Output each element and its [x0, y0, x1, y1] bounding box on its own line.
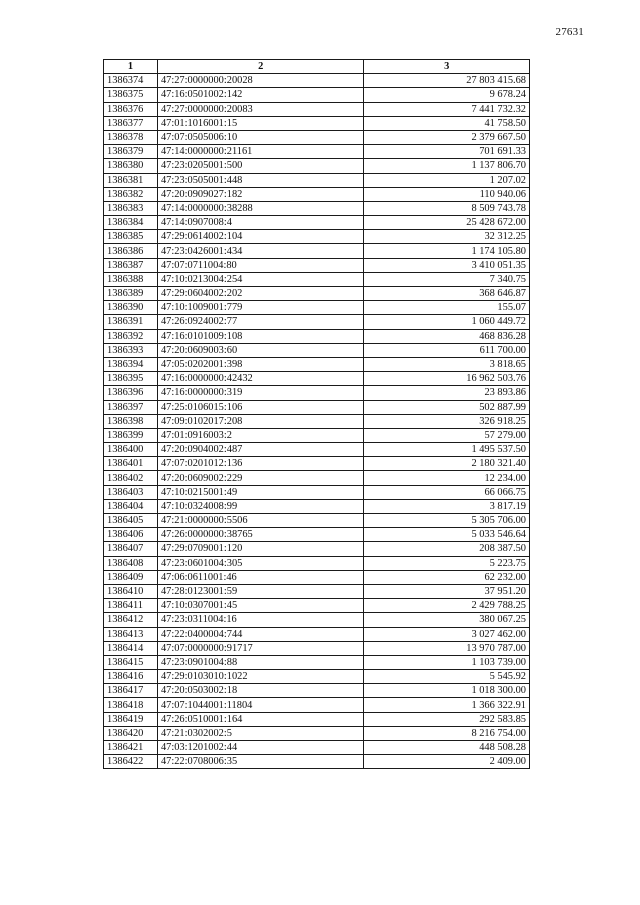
row-number-cell: 1386392 — [104, 329, 158, 343]
cadastral-number-cell: 47:01:1016001:15 — [157, 116, 364, 130]
row-number-cell: 1386418 — [104, 698, 158, 712]
value-cell: 701 691.33 — [364, 145, 530, 159]
row-number-cell: 1386403 — [104, 485, 158, 499]
table-row — [104, 102, 530, 116]
table-row — [104, 741, 530, 755]
table-row — [104, 244, 530, 258]
cadastral-number-cell: 47:23:0901004:88 — [157, 655, 364, 669]
value-cell: 1 060 449.72 — [364, 315, 530, 329]
row-number-cell: 1386380 — [104, 159, 158, 173]
row-number-cell: 1386402 — [104, 471, 158, 485]
value-cell: 5 545.92 — [364, 670, 530, 684]
cadastral-number-cell: 47:29:0709001:120 — [157, 542, 364, 556]
table-row — [104, 528, 530, 542]
cadastral-number-cell: 47:21:0302002:5 — [157, 726, 364, 740]
value-cell: 25 428 672.00 — [364, 216, 530, 230]
value-cell: 27 803 415.68 — [364, 74, 530, 88]
row-number-cell: 1386388 — [104, 272, 158, 286]
row-number-cell: 1386405 — [104, 514, 158, 528]
table-row — [104, 712, 530, 726]
table-row — [104, 485, 530, 499]
row-number-cell: 1386409 — [104, 570, 158, 584]
row-number-cell: 1386406 — [104, 528, 158, 542]
row-number-cell: 1386390 — [104, 301, 158, 315]
table-row — [104, 684, 530, 698]
value-cell: 7 441 732.32 — [364, 102, 530, 116]
table-row — [104, 216, 530, 230]
value-cell: 8 509 743.78 — [364, 201, 530, 215]
row-number-cell: 1386422 — [104, 755, 158, 769]
row-number-cell: 1386389 — [104, 287, 158, 301]
table-row — [104, 698, 530, 712]
table-row — [104, 173, 530, 187]
value-cell: 3 027 462.00 — [364, 627, 530, 641]
row-number-cell: 1386400 — [104, 443, 158, 457]
table-row — [104, 627, 530, 641]
table-row — [104, 301, 530, 315]
table-row — [104, 428, 530, 442]
table-row — [104, 329, 530, 343]
cadastral-number-cell: 47:23:0205001:500 — [157, 159, 364, 173]
table-body — [104, 74, 530, 769]
row-number-cell: 1386412 — [104, 613, 158, 627]
cadastral-number-cell: 47:28:0123001:59 — [157, 584, 364, 598]
row-number-cell: 1386399 — [104, 428, 158, 442]
table-row — [104, 499, 530, 513]
value-cell: 23 893.86 — [364, 386, 530, 400]
table-row — [104, 514, 530, 528]
cadastral-number-cell: 47:10:0215001:49 — [157, 485, 364, 499]
value-cell: 2 379 667.50 — [364, 130, 530, 144]
row-number-cell: 1386407 — [104, 542, 158, 556]
cadastral-number-cell: 47:14:0000000:38288 — [157, 201, 364, 215]
cadastral-number-cell: 47:09:0102017:208 — [157, 414, 364, 428]
value-cell: 62 232.00 — [364, 570, 530, 584]
cadastral-number-cell: 47:16:0000000:42432 — [157, 372, 364, 386]
value-cell: 3 817.19 — [364, 499, 530, 513]
table-row — [104, 187, 530, 201]
value-cell: 9 678.24 — [364, 88, 530, 102]
row-number-cell: 1386397 — [104, 400, 158, 414]
cadastral-number-cell: 47:14:0000000:21161 — [157, 145, 364, 159]
cadastral-number-cell: 47:16:0101009:108 — [157, 329, 364, 343]
cadastral-number-cell: 47:06:0611001:46 — [157, 570, 364, 584]
row-number-cell: 1386420 — [104, 726, 158, 740]
value-cell: 3 410 051.35 — [364, 258, 530, 272]
value-cell: 7 340.75 — [364, 272, 530, 286]
cadastral-number-cell: 47:26:0510001:164 — [157, 712, 364, 726]
table-row — [104, 570, 530, 584]
row-number-cell: 1386413 — [104, 627, 158, 641]
cadastral-number-cell: 47:20:0904002:487 — [157, 443, 364, 457]
table-row — [104, 599, 530, 613]
column-header-1: 1 — [104, 60, 158, 74]
table-header-row — [104, 60, 530, 74]
cadastral-number-cell: 47:07:0505006:10 — [157, 130, 364, 144]
cadastral-number-cell: 47:29:0604002:202 — [157, 287, 364, 301]
table-row — [104, 414, 530, 428]
value-cell: 1 137 806.70 — [364, 159, 530, 173]
cadastral-number-cell: 47:23:0426001:434 — [157, 244, 364, 258]
table-row — [104, 315, 530, 329]
value-cell: 66 066.75 — [364, 485, 530, 499]
value-cell: 155.07 — [364, 301, 530, 315]
table-row — [104, 542, 530, 556]
row-number-cell: 1386395 — [104, 372, 158, 386]
value-cell: 16 962 503.76 — [364, 372, 530, 386]
value-cell: 37 951.20 — [364, 584, 530, 598]
row-number-cell: 1386381 — [104, 173, 158, 187]
cadastral-number-cell: 47:10:0307001:45 — [157, 599, 364, 613]
cadastral-number-cell: 47:07:0201012:136 — [157, 457, 364, 471]
page-number: 27631 — [555, 26, 584, 38]
cadastral-number-cell: 47:14:0907008:4 — [157, 216, 364, 230]
row-number-cell: 1386419 — [104, 712, 158, 726]
cadastral-number-cell: 47:29:0614002:104 — [157, 230, 364, 244]
table-row — [104, 556, 530, 570]
value-cell: 326 918.25 — [364, 414, 530, 428]
table-row — [104, 230, 530, 244]
column-header-2: 2 — [157, 60, 364, 74]
table-row — [104, 726, 530, 740]
value-cell: 5 305 706.00 — [364, 514, 530, 528]
cadastral-number-cell: 47:21:0000000:5506 — [157, 514, 364, 528]
value-cell: 292 583.85 — [364, 712, 530, 726]
table-row — [104, 357, 530, 371]
row-number-cell: 1386387 — [104, 258, 158, 272]
cadastral-number-cell: 47:05:0202001:398 — [157, 357, 364, 371]
row-number-cell: 1386382 — [104, 187, 158, 201]
cadastral-number-cell: 47:20:0909027:182 — [157, 187, 364, 201]
table-row — [104, 457, 530, 471]
cadastral-number-cell: 47:16:0501002:142 — [157, 88, 364, 102]
row-number-cell: 1386374 — [104, 74, 158, 88]
cadastral-number-cell: 47:16:0000000:319 — [157, 386, 364, 400]
table-row — [104, 613, 530, 627]
value-cell: 1 103 739.00 — [364, 655, 530, 669]
value-cell: 5 223.75 — [364, 556, 530, 570]
cadastral-number-cell: 47:10:1009001:779 — [157, 301, 364, 315]
value-cell: 1 018 300.00 — [364, 684, 530, 698]
cadastral-number-cell: 47:27:0000000:20083 — [157, 102, 364, 116]
value-cell: 380 067.25 — [364, 613, 530, 627]
table-row — [104, 471, 530, 485]
cadastral-number-cell: 47:07:1044001:11804 — [157, 698, 364, 712]
table-row — [104, 130, 530, 144]
cadastral-number-cell: 47:20:0609002:229 — [157, 471, 364, 485]
row-number-cell: 1386416 — [104, 670, 158, 684]
value-cell: 110 940.06 — [364, 187, 530, 201]
cadastral-number-cell: 47:07:0711004:80 — [157, 258, 364, 272]
value-cell: 1 366 322.91 — [364, 698, 530, 712]
row-number-cell: 1386385 — [104, 230, 158, 244]
row-number-cell: 1386378 — [104, 130, 158, 144]
value-cell: 1 495 537.50 — [364, 443, 530, 457]
table-row — [104, 272, 530, 286]
cadastral-number-cell: 47:27:0000000:20028 — [157, 74, 364, 88]
cadastral-number-cell: 47:29:0103010:1022 — [157, 670, 364, 684]
cadastral-number-cell: 47:01:0916003:2 — [157, 428, 364, 442]
row-number-cell: 1386415 — [104, 655, 158, 669]
row-number-cell: 1386410 — [104, 584, 158, 598]
cadastral-number-cell: 47:25:0106015:106 — [157, 400, 364, 414]
table-row — [104, 443, 530, 457]
value-cell: 8 216 754.00 — [364, 726, 530, 740]
row-number-cell: 1386396 — [104, 386, 158, 400]
value-cell: 2 409.00 — [364, 755, 530, 769]
table-row — [104, 670, 530, 684]
row-number-cell: 1386414 — [104, 641, 158, 655]
column-header-3: 3 — [364, 60, 530, 74]
row-number-cell: 1386377 — [104, 116, 158, 130]
value-cell: 57 279.00 — [364, 428, 530, 442]
value-cell: 3 818.65 — [364, 357, 530, 371]
table-row — [104, 159, 530, 173]
cadastral-number-cell: 47:23:0311004:16 — [157, 613, 364, 627]
cadastral-number-cell: 47:03:1201002:44 — [157, 741, 364, 755]
cadastral-number-cell: 47:10:0213004:254 — [157, 272, 364, 286]
row-number-cell: 1386408 — [104, 556, 158, 570]
value-cell: 12 234.00 — [364, 471, 530, 485]
row-number-cell: 1386421 — [104, 741, 158, 755]
cadastral-number-cell: 47:26:0000000:38765 — [157, 528, 364, 542]
value-cell: 502 887.99 — [364, 400, 530, 414]
row-number-cell: 1386411 — [104, 599, 158, 613]
table-row — [104, 145, 530, 159]
table-row — [104, 74, 530, 88]
table-row — [104, 287, 530, 301]
value-cell: 1 174 105.80 — [364, 244, 530, 258]
row-number-cell: 1386398 — [104, 414, 158, 428]
table-row — [104, 116, 530, 130]
row-number-cell: 1386417 — [104, 684, 158, 698]
value-cell: 32 312.25 — [364, 230, 530, 244]
cadastral-number-cell: 47:20:0503002:18 — [157, 684, 364, 698]
value-cell: 368 646.87 — [364, 287, 530, 301]
table-row — [104, 755, 530, 769]
cadastral-number-cell: 47:20:0609003:60 — [157, 343, 364, 357]
row-number-cell: 1386379 — [104, 145, 158, 159]
cadastral-number-cell: 47:07:0000000:91717 — [157, 641, 364, 655]
row-number-cell: 1386386 — [104, 244, 158, 258]
cadastral-number-cell: 47:22:0708006:35 — [157, 755, 364, 769]
table-row — [104, 201, 530, 215]
table-row — [104, 343, 530, 357]
row-number-cell: 1386401 — [104, 457, 158, 471]
value-cell: 611 700.00 — [364, 343, 530, 357]
table-row — [104, 584, 530, 598]
value-cell: 5 033 546.64 — [364, 528, 530, 542]
value-cell: 2 180 321.40 — [364, 457, 530, 471]
value-cell: 41 758.50 — [364, 116, 530, 130]
value-cell: 13 970 787.00 — [364, 641, 530, 655]
table-row — [104, 372, 530, 386]
table-row — [104, 258, 530, 272]
row-number-cell: 1386393 — [104, 343, 158, 357]
table-row — [104, 88, 530, 102]
cadastral-number-cell: 47:23:0505001:448 — [157, 173, 364, 187]
row-number-cell: 1386394 — [104, 357, 158, 371]
cadastral-number-cell: 47:10:0324008:99 — [157, 499, 364, 513]
table-row — [104, 655, 530, 669]
row-number-cell: 1386404 — [104, 499, 158, 513]
row-number-cell: 1386376 — [104, 102, 158, 116]
row-number-cell: 1386375 — [104, 88, 158, 102]
cadastral-number-cell: 47:22:0400004:744 — [157, 627, 364, 641]
row-number-cell: 1386384 — [104, 216, 158, 230]
row-number-cell: 1386383 — [104, 201, 158, 215]
registry-table — [103, 59, 530, 769]
value-cell: 1 207.02 — [364, 173, 530, 187]
value-cell: 468 836.28 — [364, 329, 530, 343]
table-row — [104, 386, 530, 400]
row-number-cell: 1386391 — [104, 315, 158, 329]
value-cell: 208 387.50 — [364, 542, 530, 556]
table-row — [104, 641, 530, 655]
cadastral-number-cell: 47:23:0601004:305 — [157, 556, 364, 570]
value-cell: 2 429 788.25 — [364, 599, 530, 613]
value-cell: 448 508.28 — [364, 741, 530, 755]
table-row — [104, 400, 530, 414]
cadastral-number-cell: 47:26:0924002:77 — [157, 315, 364, 329]
